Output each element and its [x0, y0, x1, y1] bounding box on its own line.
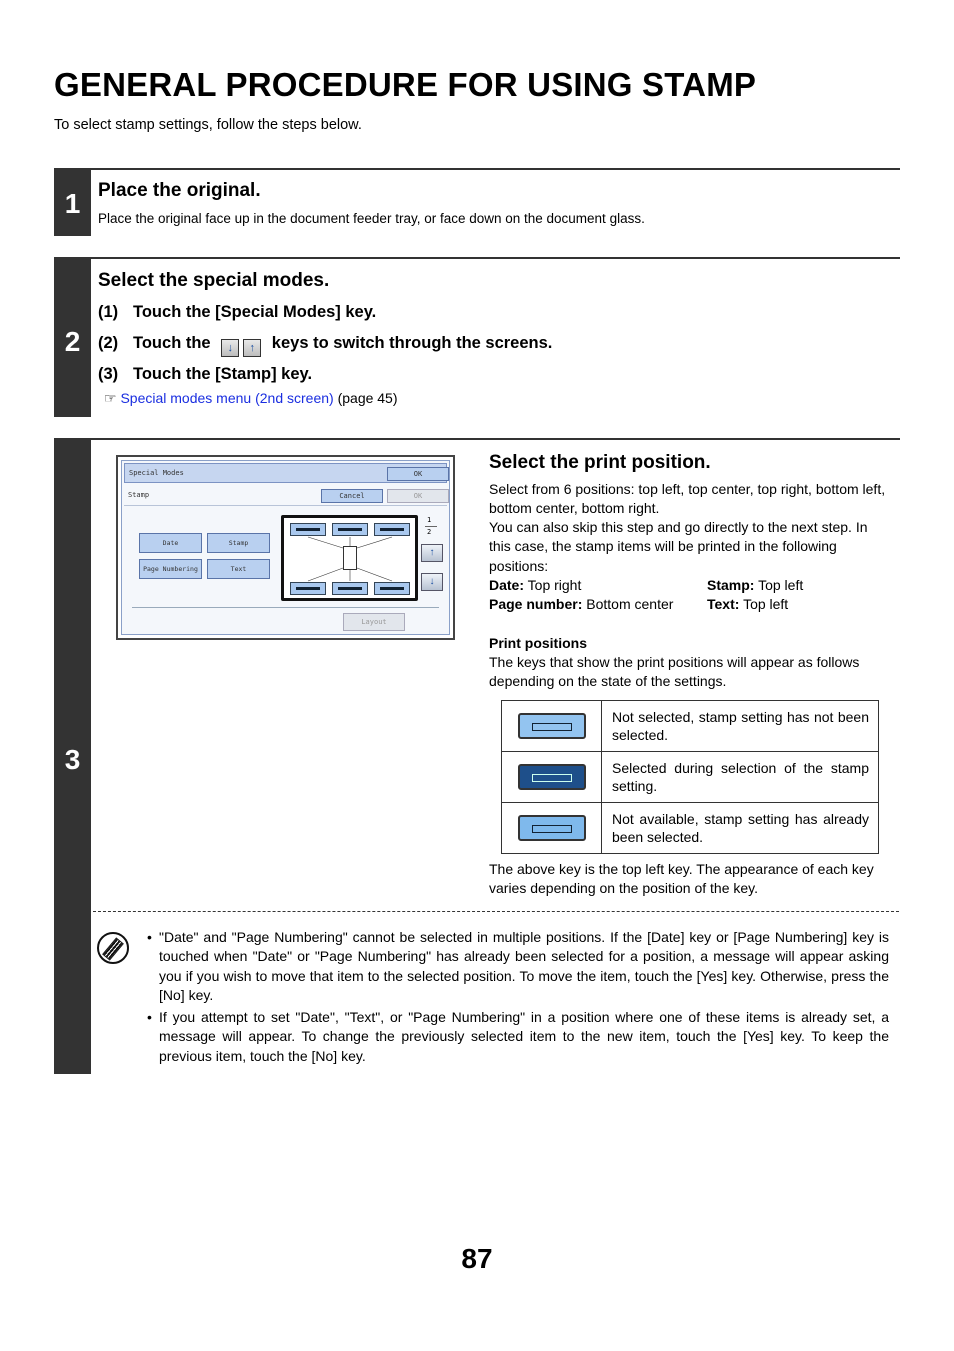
step3-number: 3 — [64, 744, 81, 775]
step2-number-bar — [54, 257, 91, 417]
sub2-text-a: Touch the — [133, 334, 211, 352]
table-row — [502, 752, 879, 803]
key-selected-icon — [518, 764, 586, 790]
lcd-page-2: 2 — [427, 528, 432, 536]
text-value: Top left — [743, 596, 789, 612]
step1-rule — [91, 168, 900, 170]
key-not-selected-icon — [518, 713, 586, 739]
lcd-position-panel — [281, 515, 418, 601]
step1-title: Place the original. — [98, 180, 261, 201]
step3-number-bar — [54, 438, 91, 1074]
note-text-2: If you attempt to set "Date", "Text", or "Page Numbering" in a position where one of these items is already set, a message will appear. To change the previously selected item to the new item, touch the [Yes] key. To keep the previous item, touch the [No] key. — [159, 1009, 889, 1064]
page-number: 87 — [461, 1243, 493, 1274]
sub2-number: (2) — [98, 334, 119, 352]
lcd-page-divider — [425, 526, 437, 527]
step2-sub2 — [98, 334, 552, 357]
key-not-available-icon — [518, 815, 586, 841]
step2-number: 2 — [64, 326, 81, 357]
lcd-cancel-button[interactable]: Cancel — [321, 489, 383, 503]
text-label: Text: — [707, 596, 740, 612]
lcd-text-key[interactable]: Text — [207, 559, 270, 579]
table-row — [502, 701, 879, 752]
page-title: GENERAL PROCEDURE FOR USING STAMP — [54, 66, 757, 103]
key-state-desc: Not available, stamp setting has already been selected. — [602, 803, 879, 854]
default-page-number — [489, 595, 673, 614]
position-bottom-right-key[interactable] — [374, 582, 410, 595]
dashed-divider — [93, 911, 899, 912]
lcd-page-1: 1 — [427, 516, 432, 524]
key-state-desc: Selected during selection of the stamp setting. — [602, 752, 879, 803]
position-bottom-center-key[interactable] — [332, 582, 368, 595]
lcd-subheader: Stamp — [124, 486, 447, 506]
up-arrow-icon: ↑ — [243, 339, 261, 357]
step2-sub1 — [98, 303, 376, 322]
lcd-layout-button: Layout — [343, 613, 405, 631]
lcd-scroll-down-icon[interactable]: ↓ — [421, 573, 443, 591]
pagenum-label: Page number: — [489, 596, 583, 612]
date-value: Top right — [527, 577, 582, 593]
step2-sub3 — [98, 365, 312, 384]
position-bottom-left-key[interactable] — [290, 582, 326, 595]
key-state-table — [501, 700, 879, 854]
sub3-text: Touch the [Stamp] key. — [133, 365, 313, 383]
down-arrow-icon: ↓ — [221, 339, 239, 357]
lcd-stamp-key[interactable]: Stamp — [207, 533, 270, 553]
bullet-mark: • — [147, 929, 152, 945]
sub3-number: (3) — [98, 365, 119, 383]
step3-paragraph-2: You can also skip this step and go directly to the next step. In this case, the stamp items will be printed in the following positions: — [489, 519, 868, 574]
sub1-text: Touch the [Special Modes] key. — [133, 303, 377, 321]
intro-text: To select stamp settings, follow the steps below. — [54, 117, 362, 133]
pagenum-value: Bottom center — [586, 596, 674, 612]
lcd-scroll-up-icon[interactable]: ↑ — [421, 544, 443, 562]
step1-text: Place the original face up in the document feeder tray, or face down on the document glass. — [98, 211, 645, 226]
stamp-value: Top left — [758, 577, 804, 593]
reference-link[interactable]: Special modes menu (2nd screen) — [120, 390, 334, 406]
lcd-panel — [121, 460, 450, 635]
pencil-note-icon — [97, 932, 129, 964]
key-state-cell — [502, 803, 602, 854]
default-stamp — [707, 576, 803, 595]
key-state-cell — [502, 752, 602, 803]
print-positions-heading: Print positions — [489, 635, 587, 651]
lcd-date-key[interactable]: Date — [139, 533, 202, 553]
table-row — [502, 803, 879, 854]
key-state-cell — [502, 701, 602, 752]
after-table-text: The above key is the top left key. The appearance of each key varies depending on the position of the key. — [489, 861, 874, 897]
note-text-1: "Date" and "Page Numbering" cannot be selected in multiple positions. If the [Date] key or [Page Numbering] key is touched when "Date" or "Page Numbering" has already been selected for a position, a message will appear asking you if you wish to move that item to the selected position. To move the item, touch the [Yes] key. Otherwise, press the [No] key. — [159, 929, 889, 1004]
default-date — [489, 576, 581, 595]
lcd-ok-top-button[interactable]: OK — [387, 467, 449, 481]
step2-rule — [91, 257, 900, 259]
print-positions-text: The keys that show the print positions will appear as follows depending on the state of the settings. — [489, 654, 860, 690]
step1-number: 1 — [64, 188, 81, 219]
sub1-number: (1) — [98, 303, 119, 321]
stamp-label: Stamp: — [707, 577, 755, 593]
sub2-text-b: keys to switch through the screens. — [271, 334, 553, 352]
key-state-desc: Not selected, stamp setting has not been selected. — [602, 701, 879, 752]
lcd-bottom-rule — [132, 607, 439, 608]
step1-number-bar — [54, 168, 91, 236]
page-reference — [104, 390, 398, 407]
date-label: Date: — [489, 577, 525, 593]
step3-rule — [91, 438, 900, 440]
bullet-mark: • — [147, 1009, 152, 1025]
reference-page: (page 45) — [337, 390, 398, 406]
note-item-2 — [147, 1008, 889, 1066]
lcd-ok-button: OK — [387, 489, 449, 503]
lcd-screenshot — [116, 455, 455, 640]
lcd-page-numbering-key[interactable]: Page Numbering — [139, 559, 202, 579]
step2-title: Select the special modes. — [98, 270, 330, 291]
default-text — [707, 595, 788, 614]
pointing-hand-icon: ☞ — [104, 390, 117, 406]
step3-title: Select the print position. — [489, 452, 711, 473]
step3-paragraph-1: Select from 6 positions: top left, top center, top right, bottom left, bottom center, bottom right. — [489, 481, 886, 517]
note-item-1 — [147, 928, 889, 1006]
lcd-header: Special Modes — [124, 463, 447, 483]
